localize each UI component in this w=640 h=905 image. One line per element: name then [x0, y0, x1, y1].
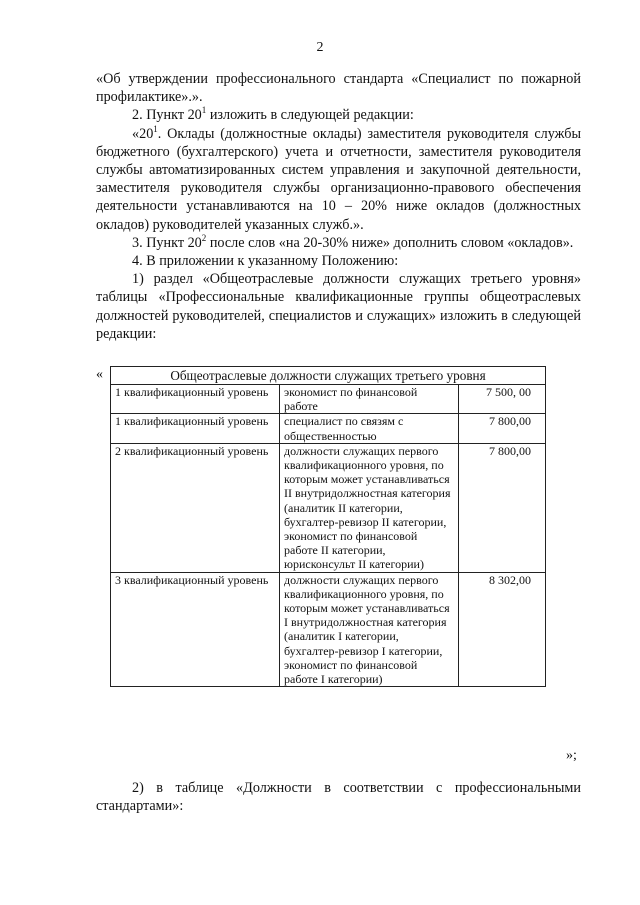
- salary-cell: 7 800,00: [459, 414, 546, 443]
- paragraph-subpoint-1: 1) раздел «Общеотраслевые должности служащих третьего уровня» таблицы «Профессиональные квалификационные группы общеотраслевых должностей руководителей, специалистов и служащих» изложить в следующей редакции:: [96, 271, 581, 342]
- salary-cell: 7 800,00: [459, 443, 546, 572]
- table-row: [111, 414, 546, 443]
- position-cell: экономист по финансовой работе: [280, 385, 459, 414]
- table-header-row: [111, 367, 546, 385]
- table-header: Общеотраслевые должности служащих третьего уровня: [111, 367, 546, 385]
- paragraph-title-ref: «Об утверждении профессионального стандарта «Специалист по пожарной профилактике».».: [96, 71, 581, 106]
- salary-cell: 8 302,00: [459, 572, 546, 687]
- paragraph-point-3: 3. Пункт $20^2$ после слов «на 20-30% ниже» дополнить словом «окладов».: [132, 232, 574, 251]
- position-cell: специалист по связям с общественностью: [280, 414, 459, 443]
- level-cell: 1 квалификационный уровень: [111, 385, 280, 414]
- position-cell: должности служащих первого квалификационного уровня, по которым может устанавливаться II внутридолжностная категория (аналитик II категории, бухгалтер-ревизор II категории, экономист по финансовой работе II категории, юрисконсульт II категории): [280, 443, 459, 572]
- table-row: [111, 572, 546, 687]
- paragraph-subpoint-2: 2) в таблице «Должности в соответствии с профессиональными стандартами»:: [96, 780, 581, 815]
- position-cell: должности служащих первого квалификационного уровня, по которым может устанавливаться I внутридолжностная категория (аналитик I категории, бухгалтер-ревизор I категории, экономист по финансовой работе I категории): [280, 572, 459, 687]
- document-footer-body: [96, 779, 581, 815]
- paragraph-salaries: «$20^1$. Оклады (должностные оклады) заместителя руководителя службы бюджетного (бухгалтерского) учета и отчетности, заместителя руководителя службы автоматизированных систем управления и закупочной деятельности, заместителя руководителя службы организационно-правового обеспечения деятельности устанавливаются на 10 – 20% ниже окладов (должностных окладов) руководителей указанных служб.».: [96, 123, 581, 233]
- paragraph-point-2: 2. Пункт $20^1$ изложить в следующей редакции:: [132, 105, 414, 124]
- page-number: 2: [316, 40, 324, 55]
- level-cell: 3 квалификационный уровень: [111, 572, 280, 687]
- quote-open-mark: «: [96, 367, 103, 382]
- document-body: [96, 70, 581, 343]
- table-row: [111, 385, 546, 414]
- quote-close-mark: »;: [566, 748, 577, 763]
- paragraph-point-4: 4. В приложении к указанному Положению:: [132, 253, 399, 270]
- table-row: [111, 443, 546, 572]
- qualification-table: [110, 366, 546, 687]
- level-cell: 1 квалификационный уровень: [111, 414, 280, 443]
- level-cell: 2 квалификационный уровень: [111, 443, 280, 572]
- salary-cell: 7 500, 00: [459, 385, 546, 414]
